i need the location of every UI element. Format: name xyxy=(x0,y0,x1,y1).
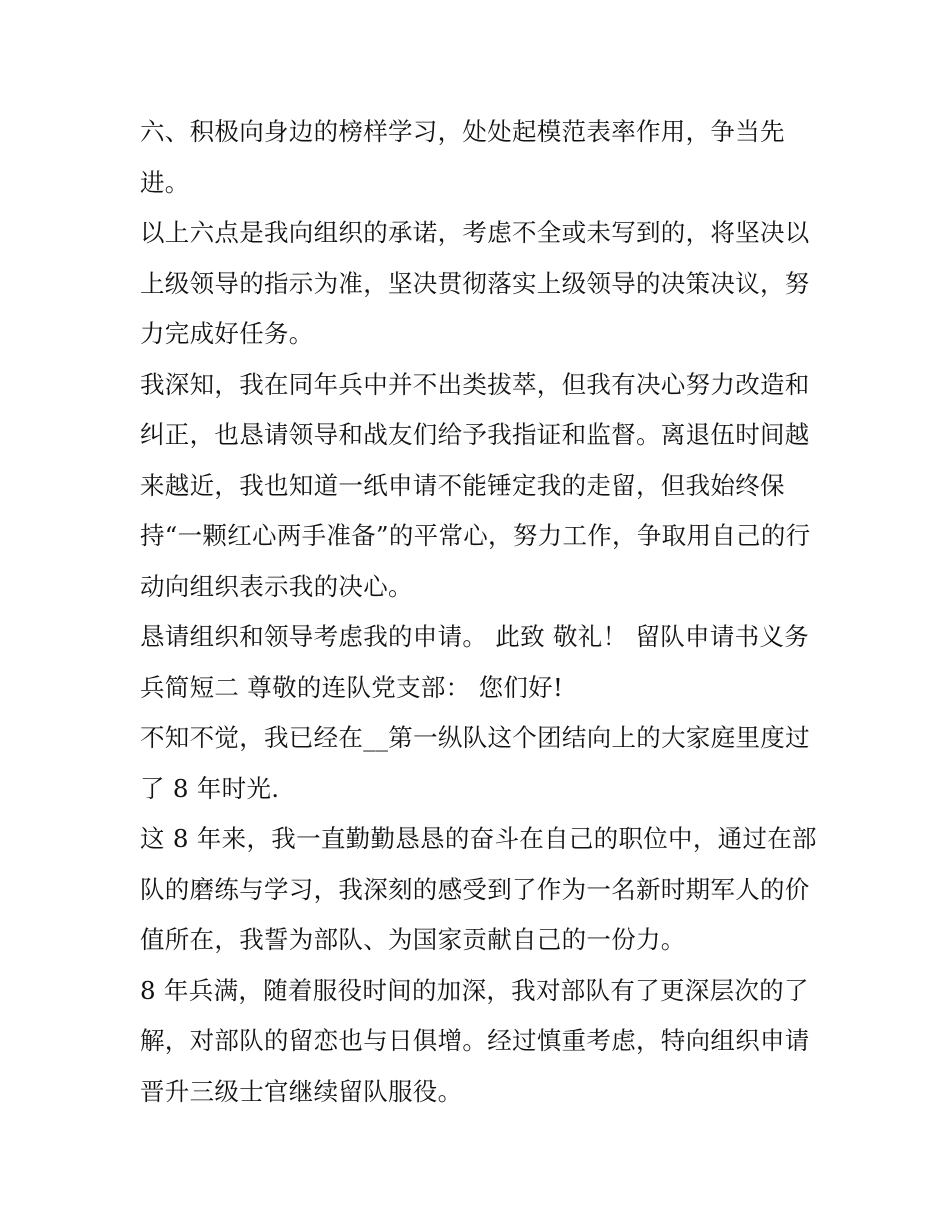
text-line: 纠正，也恳请领导和战友们给予我指证和监督。离退伍时间越 xyxy=(140,420,810,449)
text-line: 队的磨练与学习，我深刻的感受到了作为一名新时期军人的价 xyxy=(140,874,810,904)
text-line: 不知不觉，我已经在__第一纵队这个团结向上的大家庭里度过 xyxy=(140,723,810,752)
text-line: 8 年兵满，随着服役时间的加深，我对部队有了更深层次的了 xyxy=(140,975,809,1005)
paragraph-promotion-request xyxy=(140,966,812,1118)
text-line: 解，对部队的留恋也与日俱增。经过慎重考虑，特向组织申请 xyxy=(140,1026,810,1055)
paragraph-closing-and-salutation xyxy=(140,612,812,713)
text-line: 力完成好任务。 xyxy=(140,319,314,348)
text-line: 值所在，我誓为部队、为国家贡献自己的一份力。 xyxy=(140,925,686,954)
paragraph-commitments xyxy=(140,208,812,360)
text-line: 上级领导的指示为准，坚决贯彻落实上级领导的决策决议，努 xyxy=(140,268,810,298)
text-line: 这 8 年来，我一直勤勤恳恳的奋斗在自己的职位中，通过在部 xyxy=(140,824,817,853)
text-line: 晋升三级士官继续留队服役。 xyxy=(140,1076,463,1106)
text-line: 六、积极向身边的榜样学习，处处起模范表率作用，争当先 xyxy=(140,117,785,146)
text-line: 了 8 年时光. xyxy=(140,773,280,803)
text-line: 进。 xyxy=(140,167,190,197)
paragraph-eight-years xyxy=(140,814,817,966)
document-body xyxy=(140,107,817,1117)
paragraph-self-awareness xyxy=(140,360,812,613)
text-line: 我深知，我在同年兵中并不出类拔萃，但我有决心努力改造和 xyxy=(140,369,810,399)
text-line: 恳请组织和领导考虑我的申请。 此致 敬礼！ 留队申请书义务 xyxy=(140,622,810,651)
paragraph-service-duration xyxy=(140,713,812,814)
text-line: 来越近，我也知道一纸申请不能锤定我的走留，但我始终保 xyxy=(140,470,785,500)
text-line: 持“一颗红心两手准备”的平常心，努力工作，争取用自己的行 xyxy=(140,521,811,550)
text-line: 动向组织表示我的决心。 xyxy=(140,571,413,601)
paragraph-role-model xyxy=(140,107,812,208)
text-line: 以上六点是我向组织的承诺，考虑不全或未写到的，将坚决以 xyxy=(140,218,810,247)
text-line: 兵简短二 尊敬的连队党支部： 您们好! xyxy=(140,672,564,702)
